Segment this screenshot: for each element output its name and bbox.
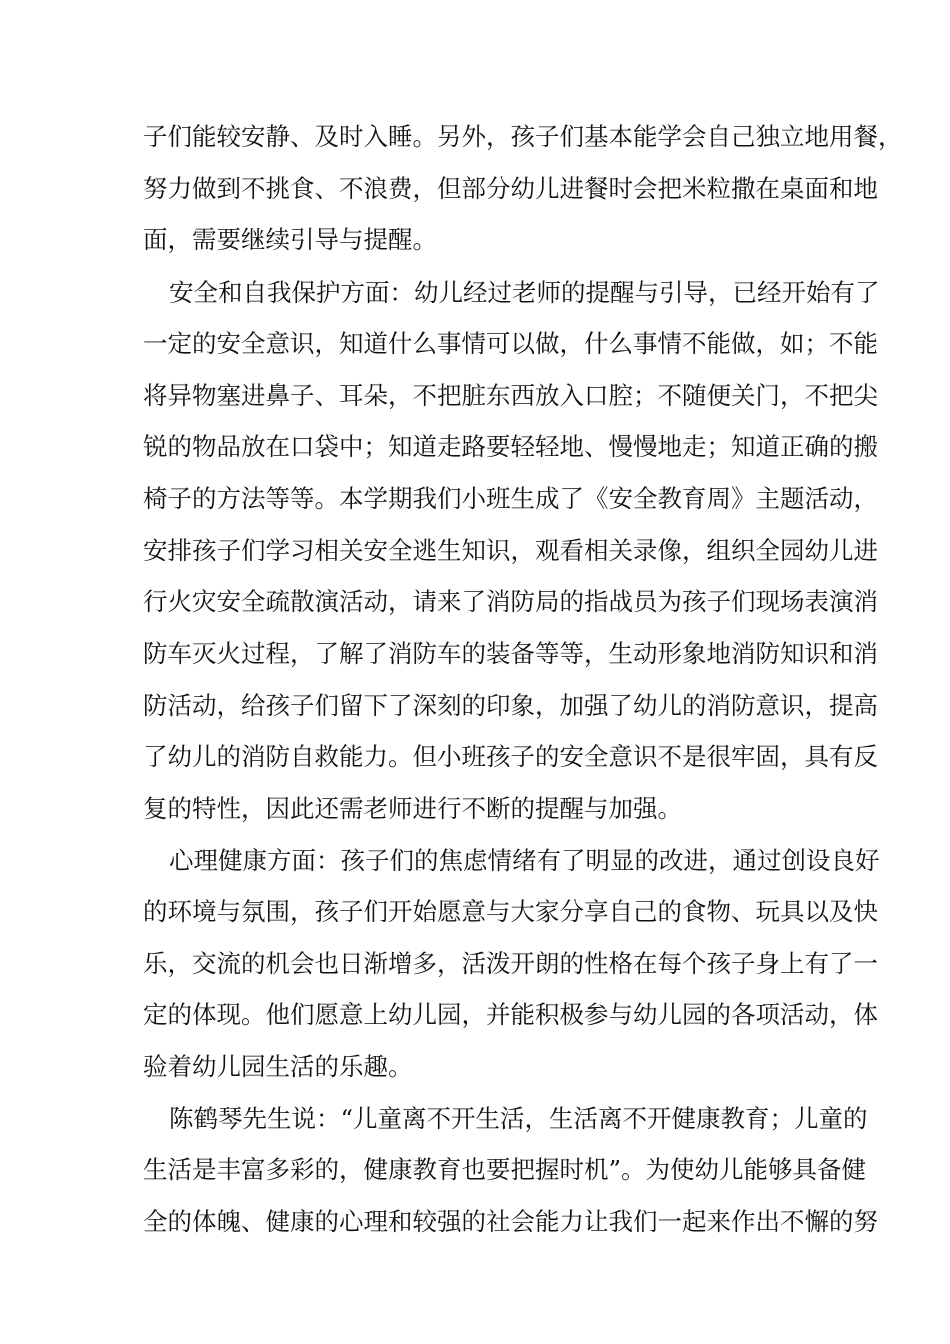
text-line: 将异物塞进鼻子、耳朵，不把脏东西放入口腔；不随便关门，不把尖	[143, 381, 878, 410]
text-line: 验着幼儿园生活的乐趣。	[143, 1052, 413, 1081]
text-line: 乐，交流的机会也日渐增多，活泼开朗的性格在每个孩子身上有了一	[143, 949, 878, 978]
paragraph-first-line: 陈鹤琴先生说：“儿童离不开生活，生活离不开健康教育；儿童的	[169, 1104, 868, 1133]
text-line: 锐的物品放在口袋中；知道走路要轻轻地、慢慢地走；知道正确的搬	[143, 432, 878, 461]
text-line: 了幼儿的消防自救能力。但小班孩子的安全意识不是很牢固，具有反	[143, 742, 878, 771]
text-line: 安排孩子们学习相关安全逃生知识，观看相关录像，组织全园幼儿进	[143, 536, 878, 565]
text-line: 努力做到不挑食、不浪费，但部分幼儿进餐时会把米粒撒在桌面和地	[143, 174, 878, 203]
text-line: 防车灭火过程，了解了消防车的装备等等，生动形象地消防知识和消	[143, 639, 878, 668]
text-line: 一定的安全意识，知道什么事情可以做，什么事情不能做，如；不能	[143, 329, 878, 358]
text-line: 定的体现。他们愿意上幼儿园，并能积极参与幼儿园的各项活动，体	[143, 1000, 878, 1029]
text-line: 的环境与氛围，孩子们开始愿意与大家分享自己的食物、玩具以及快	[143, 897, 878, 926]
text-line: 椅子的方法等等。本学期我们小班生成了《安全教育周》主题活动，	[143, 484, 878, 513]
paragraph-first-line: 安全和自我保护方面：幼儿经过老师的提醒与引导，已经开始有了	[169, 278, 880, 307]
text-line: 全的体魄、健康的心理和较强的社会能力让我们一起来作出不懈的努	[143, 1207, 878, 1236]
text-line: 子们能较安静、及时入睡。另外，孩子们基本能学会自己独立地用餐，	[143, 122, 903, 151]
text-line: 防活动，给孩子们留下了深刻的印象，加强了幼儿的消防意识，提高	[143, 691, 878, 720]
paragraph-first-line: 心理健康方面：孩子们的焦虑情绪有了明显的改进，通过创设良好	[169, 846, 880, 875]
text-line: 行火灾安全疏散演活动，请来了消防局的指战员为孩子们现场表演消	[143, 587, 878, 616]
text-line: 面，需要继续引导与提醒。	[143, 225, 437, 254]
text-line: 生活是丰富多彩的，健康教育也要把握时机”。为使幼儿能够具备健	[143, 1155, 867, 1184]
text-line: 复的特性，因此还需老师进行不断的提醒与加强。	[143, 794, 682, 823]
